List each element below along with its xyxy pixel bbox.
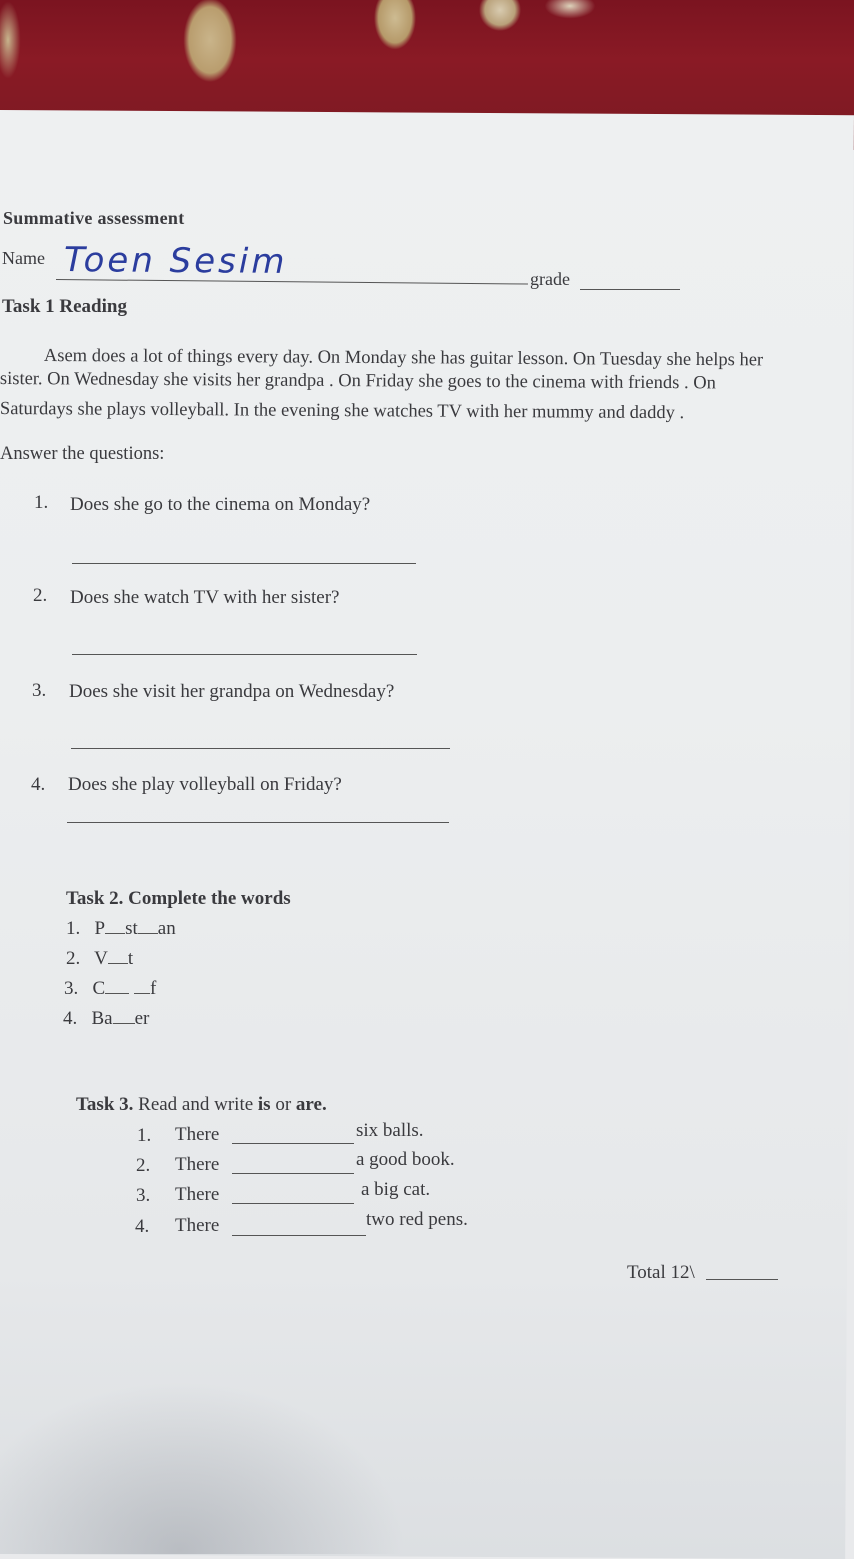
word-4-part-2: er — [134, 1008, 150, 1029]
word-2-number: 2. — [66, 948, 81, 969]
question-2-text: Does she watch TV with her sister? — [70, 587, 340, 608]
task3-item-3-number: 3. — [136, 1185, 151, 1206]
word-3-blank-1[interactable] — [105, 979, 129, 994]
passage-line-2: sister. On Wednesday she visits her grandpa . On Friday she goes to the cinema with friends . On — [0, 369, 716, 394]
task3-item-1-end: six balls. — [356, 1120, 424, 1141]
task2-heading: Task 2. Complete the words — [66, 888, 291, 909]
question-3-text: Does she visit her grandpa on Wednesday? — [69, 681, 395, 702]
document-title: Summative assessment — [3, 208, 185, 228]
passage-line-3: Saturdays she plays volleyball. In the evening she watches TV with her mummy and daddy . — [0, 399, 685, 424]
task3-heading — [76, 1094, 327, 1116]
word-item-4 — [63, 1008, 149, 1030]
word-2-part-2: t — [127, 948, 134, 969]
hand-shadow — [0, 1290, 470, 1554]
answer-line-3[interactable] — [71, 748, 450, 749]
task3-item-1-start: There — [175, 1124, 220, 1145]
word-4-part-1: Ba — [91, 1008, 113, 1029]
word-3-part-3: f — [149, 978, 157, 999]
task3-item-4-blank[interactable] — [232, 1235, 366, 1236]
answer-line-4[interactable] — [67, 822, 449, 823]
student-name-handwriting: Toen Sesim — [63, 240, 288, 282]
word-1-number: 1. — [66, 918, 81, 939]
question-1-text: Does she go to the cinema on Monday? — [70, 494, 371, 515]
word-item-2 — [66, 948, 133, 970]
task3-heading-text: Read and write — [133, 1094, 258, 1115]
task3-item-2-number: 2. — [136, 1155, 151, 1176]
word-item-3 — [64, 978, 156, 1000]
task3-item-2-blank[interactable] — [232, 1173, 354, 1174]
task3-heading-prefix: Task 3. — [76, 1094, 134, 1115]
task3-item-3-blank[interactable] — [232, 1203, 354, 1204]
task3-item-4-number: 4. — [135, 1216, 150, 1237]
task3-item-4-end: two red pens. — [366, 1209, 468, 1230]
word-3-number: 3. — [64, 978, 79, 999]
question-4-text: Does she play volleyball on Friday? — [68, 774, 342, 795]
question-3-number: 3. — [32, 680, 47, 701]
task3-heading-are: are. — [295, 1094, 327, 1115]
task3-heading-is: is — [257, 1094, 271, 1115]
answer-instruction: Answer the questions: — [0, 444, 165, 464]
word-1-part-2: st — [125, 918, 138, 939]
word-item-1 — [66, 918, 176, 940]
word-2-part-1: V — [94, 948, 108, 969]
task3-item-1-blank[interactable] — [232, 1143, 354, 1144]
answer-line-1[interactable] — [72, 563, 416, 564]
word-4-number: 4. — [63, 1008, 78, 1029]
task3-item-2-start: There — [175, 1154, 220, 1175]
passage-line-1: Asem does a lot of things every day. On Monday she has guitar lesson. On Tuesday she helps her — [43, 346, 764, 371]
task1-heading: Task 1 Reading — [2, 296, 127, 317]
total-score-label: Total 12\ — [627, 1262, 695, 1283]
word-1-part-3: an — [157, 918, 176, 939]
question-4-number: 4. — [31, 774, 46, 795]
total-score-line[interactable] — [706, 1279, 778, 1280]
word-1-blank-2[interactable] — [138, 919, 158, 934]
word-3-part-1: C — [92, 978, 106, 999]
word-4-blank-1[interactable] — [113, 1009, 135, 1024]
task3-item-3-end: a big cat. — [361, 1179, 431, 1200]
answer-line-2[interactable] — [72, 654, 417, 655]
grade-label: grade — [530, 269, 570, 289]
question-2-number: 2. — [33, 585, 48, 606]
task3-item-1-number: 1. — [137, 1125, 152, 1146]
word-1-part-1: P — [94, 918, 106, 939]
name-label: Name — [2, 248, 45, 268]
word-1-blank-1[interactable] — [105, 919, 125, 934]
grade-line — [580, 289, 680, 290]
question-1-number: 1. — [34, 492, 49, 513]
task3-item-3-start: There — [175, 1184, 220, 1205]
word-3-blank-2[interactable] — [134, 979, 150, 994]
task3-heading-or: or — [270, 1094, 296, 1115]
task3-item-2-end: a good book. — [356, 1149, 455, 1170]
task3-item-4-start: There — [175, 1215, 220, 1236]
word-2-blank-1[interactable] — [108, 949, 128, 964]
